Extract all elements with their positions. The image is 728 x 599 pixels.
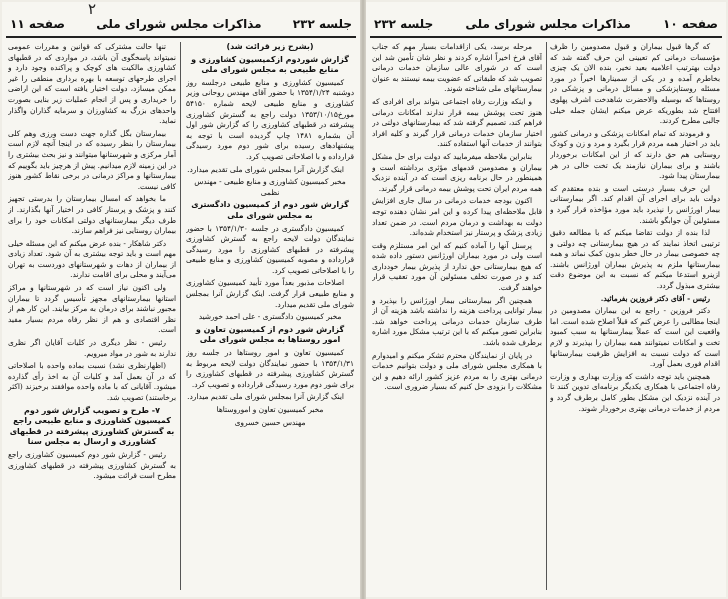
paragraph: دکتر شاهکار - بنده عرض میکنم که این مسئله خیلی مهم است و باید توجه بیشتری به آن شود. تعداد زیادی از بیماران از دهات و شهرستانهای دوردست به تهران می‌آیند و محلی برای اقامت ندارند. (8, 238, 176, 280)
paragraph: و فرمودند که تمام امکانات پزشکی و درمانی کشور باید در اختیار همه مردم قرار بگیرد و مرد و زن و کودک روستایی هم حق دارند که از این امکانات برخوردار باشند و برای بیماران نیازمند یک تخت خالی در هر بیمارستان پیدا شود. (550, 128, 720, 181)
paragraph: تنها حالت مشترکی که قوانین و مقررات عمومی نمیتواند پاسخگوی آن باشد، در مواردی که در قطبهای کشاورزی مالکیت های کوچک و پراکنده وجود دارد و اجرای طرحهای توسعه با بهره برداری منطقی را غیر ممکن میسازد، دولت اختیار یافته است که این اراضی را خریداری و پس از انجام عملیات زیر بنایی بصورت واحدهای بزرگ به کشاورزان و سرمایه گذاران واگذار نماید. (8, 42, 176, 126)
paragraph: ما بخواهد که امسال بیمارستان را بدرستی تجهیز کنند و پزشک و پرستار کافی در اختیار آنها بگذارند. از طرف دیگر بیمارستانهای دولتی امکانات خود را برای بیماران روستایی نیز فراهم سازند. (8, 194, 176, 236)
paragraph: کمیسیون کشاورزی و منابع طبیعی درجلسه روز دوشنبه ۱۳۵۴/۱/۲۴ با حضور آقای مهندس روحانی وزیر کشاورزی و منابع طبیعی لایحه شماره ۵۴۱۵۰ مورخ۱۳۵۳/۱۰/۱۵ دولت راجع به گسترش کشاورزی پیشرفته در قطبهای کشاورزی را که گزارش شور اول آن بشماره ۱۴۸۱ چاپ گردیده است با توجه به پیشنهادهای رسیده برای شور دوم مورد رسیدگی قرارداده و با اصلاحاتی تصویب کرد. (186, 77, 354, 161)
journal-title: مذاکرات مجلس شورای ملی (465, 17, 631, 31)
left-page (2, 2, 360, 597)
paragraph: اصلاحات مذبور بعداً مورد تأیید کمیسیون کشاورزی و منابع طبیعی قرار گرفت. اینک گزارش آنرا بمجلس شورای ملی تقدیم میدارد. (186, 278, 354, 309)
handwritten-mark: ۲ (88, 2, 97, 18)
paragraph: (بشرح زیر قرائت شد) (226, 42, 314, 51)
left-page-column-right (186, 42, 354, 590)
paragraph: ولی اکنون نیاز است که در شهرستانها و مراکز استانها بیمارستانهای مجهز تأسیس گردد تا بیماران مجبور نباشند برای درمان به مرکز بیایند. این کار هم از نظر اقتصادی و هم از نظر رفاه مردم بسیار مفید است. (8, 283, 176, 335)
report-heading: گزارش شوردوم ازکمیسیون کشاورزی و منابع طبیعی به مجلس شورای ملی (191, 54, 349, 75)
speaker-line: رئیس - آقای دکتر فروزین بفرمائید. (600, 293, 710, 303)
report-heading: گزارش شور دوم از کمیسیون دادگستری به مجلس شورای ملی (191, 200, 349, 220)
paragraph: کمیسیون تعاون و امور روستاها در جلسه روز ۱۳۵۴/۱/۳۱ با حضور نمایندگان دولت لایحه مربوط به گسترش کشاورزی پیشرفته در قطبهای کشاورزی را برای شور دوم مورد رسیدگی قرارداده و تصویب کرد. (186, 348, 354, 389)
paragraph: پرسنل آنها را آماده کنیم که این امر مستلزم وقت است ولی در مورد بیماران اورژانس دستور داده شده که هیچ بیمارستانی حق ندارد از پذیرش بیمار خودداری کند و در صورت تخلف مسئولین آن مورد تعقیب قرار خواهند گرفت. (372, 240, 542, 293)
paragraph: اینک گزارش آنرا بمجلس شورای ملی تقدیم میدارد. (187, 392, 344, 402)
paragraph: همچنین باید توجه داشت که وزارت بهداری و وزارت رفاه اجتماعی با همکاری یکدیگر برنامه‌ای تدوین کنند تا در آینده نزدیک این مشکل بطور کامل برطرف گردد و مردم از خدمات درمانی بهتری برخوردار شوند. (550, 371, 720, 413)
paragraph: اینک گزارش آنرا بمجلس شورای ملی تقدیم میدارد. (187, 164, 344, 174)
paragraph: رئیس - گزارش شور دوم کمیسیون کشاورزی راجع به گسترش کشاورزی پیشرفته در قطبهای کشاورزی مطرح است قرائت میشود. (8, 449, 176, 481)
paragraph: بیمارستان بگل گذاره جهت دست ورزی وهم کلی بیمارستان را بنظر رسیده که در اینجا آنچه لازم است آمار مرکزی و شهرستانها میتوانند و نیز بحث بیشتری را در این زمینه لازم میدانیم. پیش از هرچیز باید بگوییم که بیمارستانها و مراکز درمانی در برخی نقاط کشور هنوز کافی نیست. (8, 128, 176, 191)
signature-line: مخبر کمیسیون کشاورزی و منابع طبیعی - مهندس نظمی (194, 177, 346, 197)
paragraph: بنابراین ملاحظه میفرمایید که دولت برای حل مشکل بیماران و مصدومین قدمهای مؤثری برداشته است و همینطور در حال برنامه ریزی است که در آینده نزدیک همه مردم ایران تحت پوشش بیمه درمانی قرار گیرند. (372, 151, 542, 193)
paragraph: همچنین اگر بیمارستانی بیمار اورژانس را بپذیرد و بیمار توانایی پرداخت هزینه را نداشته باشد هزینه آن از طرف سازمان خدمات درمانی پرداخت خواهد شد. بنابراین تصور میکنم که با این ترتیب مشکل مورد اشاره برطرف شده باشد. (372, 295, 542, 348)
paragraph: لذا بنده از دولت تقاضا میکنم که با مطالعه دقیق ترتیبی اتخاذ نمایند که در هیچ بیمارستانی چه دولتی و چه خصوصی بیمار در حال خطر بدون کمک نماند و همه بیمارستانها ملزم به پذیرش بیماران اورژانس باشند. ازینرو استدعا میکنم که نسبت به این موضوع دقت بیشتری مبذول گردد. (550, 228, 720, 291)
column-divider (546, 42, 547, 590)
page-number: صفحه ۱۱ (10, 17, 66, 31)
paragraph: (اظهارنظری نشد) نسبت بماده واحده با اصلاحاتی که در آن بعمل آمد و کلیات آن به اخذ رأی گذارده میشود. آقایانی که با ماده واحده موافقند برخیزند (اکثر برخاستند) تصویب شد. (8, 361, 176, 402)
right-page (366, 2, 726, 597)
paragraph: اکنون بودجه خدمات درمانی در سال جاری افزایش قابل ملاحظه‌ای پیدا کرده و این امر نشان دهنده توجه دولت به بهداشت و درمان مردم است. در ضمن تعداد زیادی پزشک و پرستار نیز استخدام شده‌اند. (372, 196, 542, 238)
paragraph: رئیس - نظر دیگری در کلیات آقایان اگر نظری ندارند به شور در مواد میرویم. (8, 338, 176, 358)
signature-name: مهندس حسین خسروی (234, 417, 306, 427)
journal-title: مذاکرات مجلس شورای ملی (96, 17, 262, 31)
paragraph: کمیسیون دادگستری در جلسه ۱۳۵۴/۱/۳۰ با حضور نمایندگان دولت لایحه راجع به گسترش کشاورزی پیشرفته در قطبهای کشاورزی را مورد رسیدگی قرارداده و مصوبه کمیسیون کشاورزی و منابع طبیعی را با اصلاحاتی تصویب کرد. (186, 223, 354, 275)
signature-line: مخبر کمیسیون تعاون و اموروستاها (216, 405, 324, 414)
session-number: جلسه ۲۳۲ (292, 17, 352, 31)
column-divider (180, 42, 181, 590)
signature-line: مخبر کمیسیون دادگستری - علی احمد خورشید (198, 312, 342, 322)
right-page-column-right (550, 42, 720, 590)
report-heading: گزارش شور دوم از کمیسیون تعاون و امور روستاها به مجلس شورای ملی (195, 324, 345, 345)
page-number: صفحه ۱۰ (663, 17, 718, 31)
section-heading: ۷- طرح و تصویب گزارش شور دوم کمیسیون کشاورزی و منابع طبیعی راجع به گسترش کشاورزی پیشرفته در قطبهای کشاورزی و ارسال به مجلس سنا (9, 405, 175, 447)
paragraph: و اینکه وزارت رفاه اجتماعی بتواند برای افرادی که هنوز تحت پوشش بیمه قرار ندارند امکانات درمانی فراهم کند، تصمیم گرفته شد که بیمارستانهای دولتی در اختیار سازمان خدمات درمانی قرار گیرند و کلیه افراد بتوانند از خدمات آنها استفاده کنند. (372, 96, 542, 149)
paragraph: این حرف بسیار درستی است و بنده معتقدم که دولت باید برای اجرای آن اقدام کند. اگر بیمارستانی بیمار اورژانس را نپذیرد باید مورد مؤاخذه قرار گیرد و مسئولین آن جوابگو باشند. (550, 183, 720, 225)
paragraph: دکتر فروزین - راجع به این بیماران مصدومین در اینجا مطالبی را عرض کنم که قبلاً اصلاح شده است. اما واقعیت این است که عملاً بیمارستانها به سبب کمبود تخت و امکانات نمیتوانند همه بیماران را بپذیرند و لازم است که دولت نسبت به افزایش ظرفیت بیمارستانها اقدام فوری بعمل آورد. (550, 306, 720, 369)
left-page-header (6, 12, 356, 38)
right-page-column-left (372, 42, 542, 590)
left-page-column-left (8, 42, 176, 590)
session-number: جلسه ۲۳۲ (374, 17, 434, 31)
paragraph: مرحله برسد، یکی ازاقدامات بسیار مهم که جناب آقای فرخ اخیراً اشاره کردند و نظر شان تأمین شد این است که در شورای عالی سازمان خدمات درمانی تصویب شد که طبقاتی که عضویت بیمه نیستند به عنوان بیمارستانهای ملی شناخته شوند. (372, 42, 542, 94)
paragraph: در پایان از نمایندگان محترم تشکر میکنم و امیدوارم با همکاری مجلس شورای ملی و دولت بتوانیم خدمات درمانی بهتری را به مردم عزیز کشور ارائه دهیم و این مشکلات را بزودی حل کنیم که بسیار ضروری است. (372, 350, 542, 392)
paragraph: که گرها قبول بیماران و قبول مصدومین را ظرف مؤسسات درمانی کم تعیینی این حرف گفته شد که دولت بهترتیب اعلامیه بعید نخیر، بنده الان یک چیزی بخاطرم آمده و در یکی از سمینارها اخیراً در مورد مسئله روستاپزشکی و مسائل درمانی و پزشکی در روستاها که بوسیله والاحضرت شاهدخت اشرف پهلوی افتتاح شد بطوریکه عرض میکنم ایشان جمله خیلی جالبی مطرح کردند. (550, 42, 720, 126)
right-page-header (370, 12, 722, 38)
